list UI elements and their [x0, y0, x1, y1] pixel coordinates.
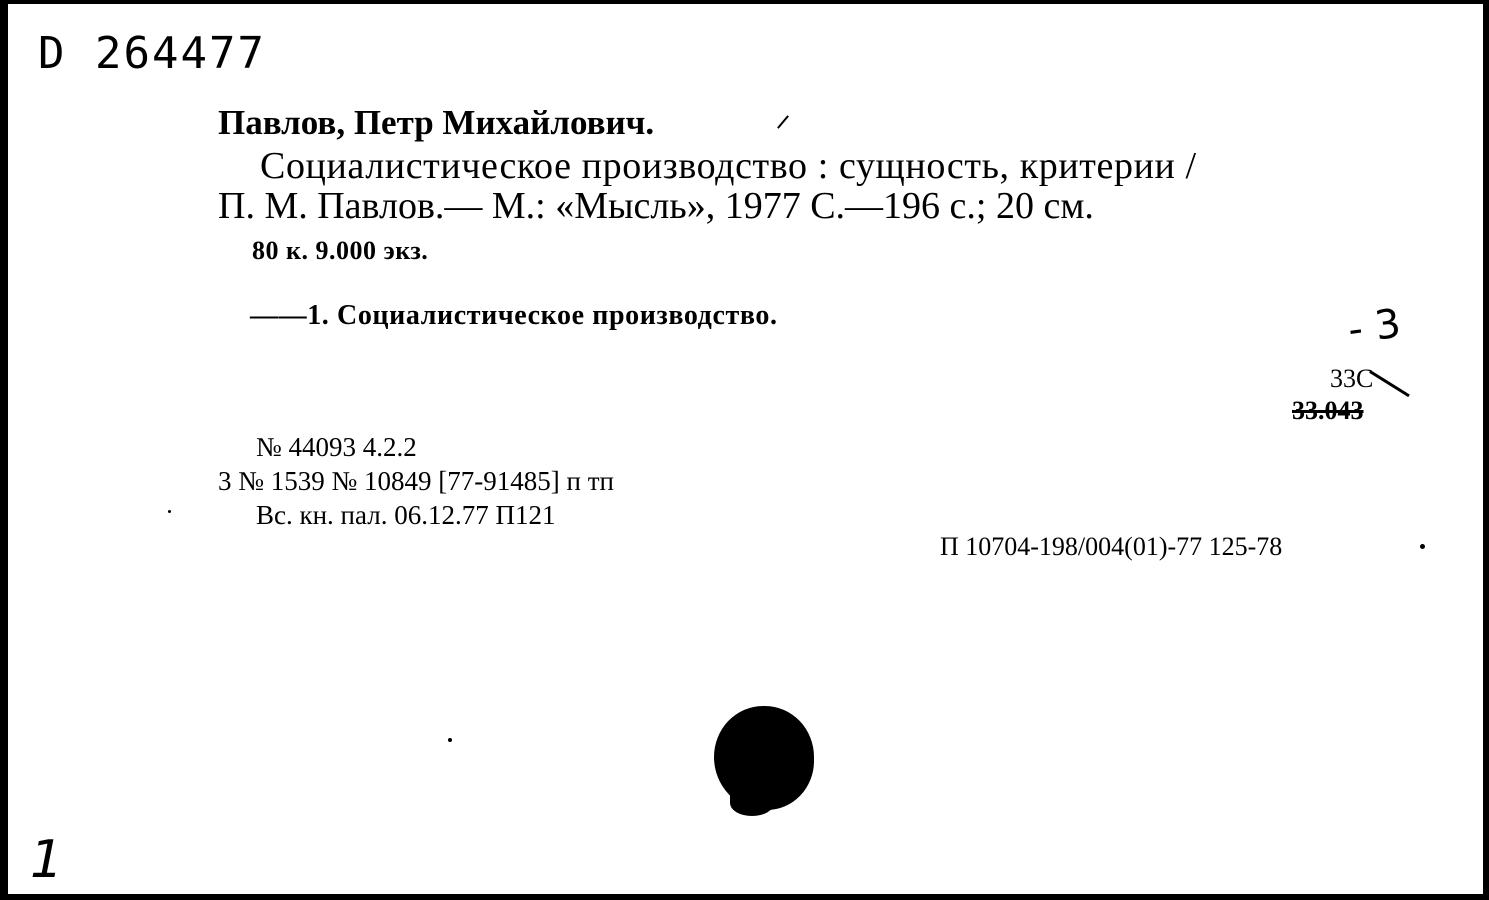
handwritten-mark: - 3	[1345, 300, 1404, 354]
book-title: Социалистическое производство : сущность, критерии /	[260, 145, 1197, 187]
author-heading: Павлов, Петр Михайлович.	[218, 103, 655, 142]
corner-number: 1	[30, 830, 64, 890]
record-number: № 44093 4.2.2	[256, 432, 417, 462]
speck	[168, 510, 171, 513]
subject-heading: ——1. Социалистическое производство.	[250, 300, 778, 331]
classification-old-struck: 33.043	[1292, 396, 1364, 425]
imprint-line: П. М. Павлов.— М.: «Мысль», 1977 С.—196 с.; 20 см.	[218, 185, 1094, 227]
price-print-run: 80 к. 9.000 экз.	[252, 236, 429, 265]
tick-mark	[777, 115, 789, 129]
book-chamber-line: Вс. кн. пал. 06.12.77 П121	[256, 500, 556, 530]
punch-hole-tail	[730, 790, 774, 816]
card-id: D 264477	[38, 28, 266, 79]
registration-line: 3 № 1539 № 10849 [77-91485] п тп	[218, 466, 614, 496]
classification-slash	[1369, 370, 1410, 397]
speck	[1420, 544, 1425, 549]
speck	[448, 738, 452, 742]
catalog-card	[8, 4, 1483, 894]
index-code: П 10704-198/004(01)-77 125-78	[940, 532, 1283, 561]
classification-new: 33С	[1330, 364, 1374, 393]
